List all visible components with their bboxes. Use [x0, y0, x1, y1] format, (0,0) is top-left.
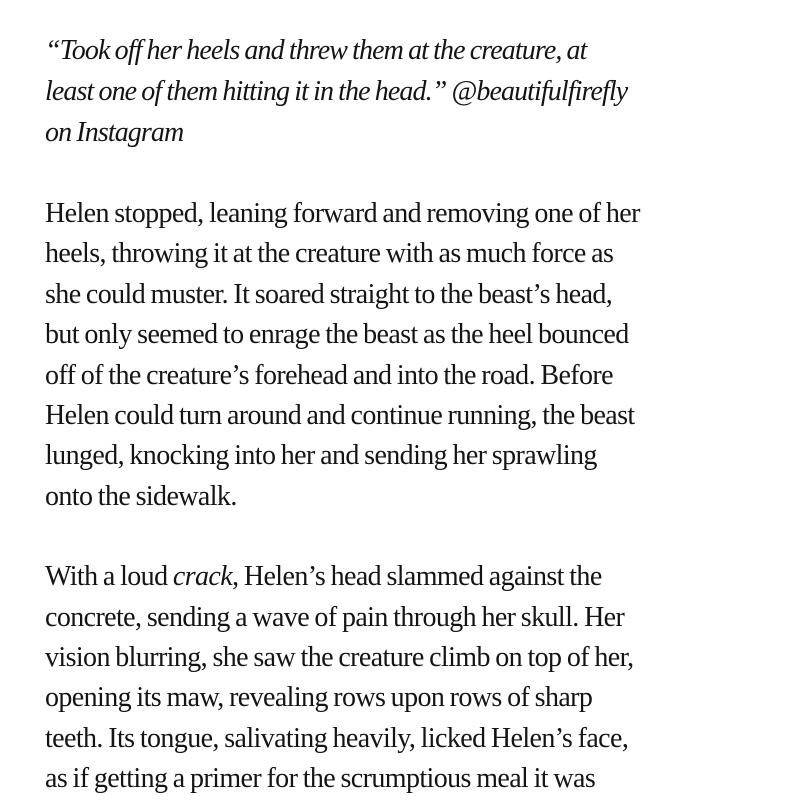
paragraph-line: teeth. Its tongue, salivating heavily, licked Helen’s face,	[45, 722, 629, 754]
paragraph-gap	[45, 153, 785, 194]
paragraph-line: Helen could turn around and continue running, the beast	[45, 400, 635, 432]
paragraph-line: as if getting a primer for the scrumptious meal it was	[45, 763, 596, 795]
paragraph-gap	[45, 517, 785, 557]
paragraph-line: Helen stopped, leaning forward and removing one of her	[45, 198, 640, 229]
paragraph-line: onto the sidewalk.	[45, 480, 237, 512]
epigraph-quote	[45, 30, 785, 153]
paragraph-line: she could muster. It soared straight to the beast’s head,	[45, 278, 613, 310]
story-page	[45, 30, 785, 800]
paragraph-line: off of the creature’s forehead and into the road. Before	[45, 359, 613, 391]
paragraph-line: heels, throwing it at the creature with as much force as	[45, 238, 614, 270]
line-text: With a loud	[45, 561, 173, 593]
paragraph-line: but only seemed to enrage the beast as the heel bounced	[45, 319, 629, 351]
paragraph-line-first	[45, 557, 785, 597]
emphasis-crack: crack	[172, 561, 233, 593]
paragraph-line: lunged, knocking into her and sending her sprawling	[45, 440, 597, 472]
quote-line: on Instagram	[45, 117, 184, 148]
paragraph-line: vision blurring, she saw the creature climb on top of her,	[45, 642, 634, 674]
quote-line: least one of them hitting it in the head.” @beautifulfirefly	[45, 76, 628, 107]
story-paragraph-1	[45, 194, 785, 517]
quote-line: “Took off her heels and threw them at the creature, at	[45, 35, 587, 66]
line-text: , Helen’s head slammed against the	[232, 561, 602, 593]
story-paragraph-2	[45, 557, 785, 799]
paragraph-line: concrete, sending a wave of pain through her skull. Her	[45, 601, 625, 633]
paragraph-line: opening its maw, revealing rows upon rows of sharp	[45, 682, 593, 714]
